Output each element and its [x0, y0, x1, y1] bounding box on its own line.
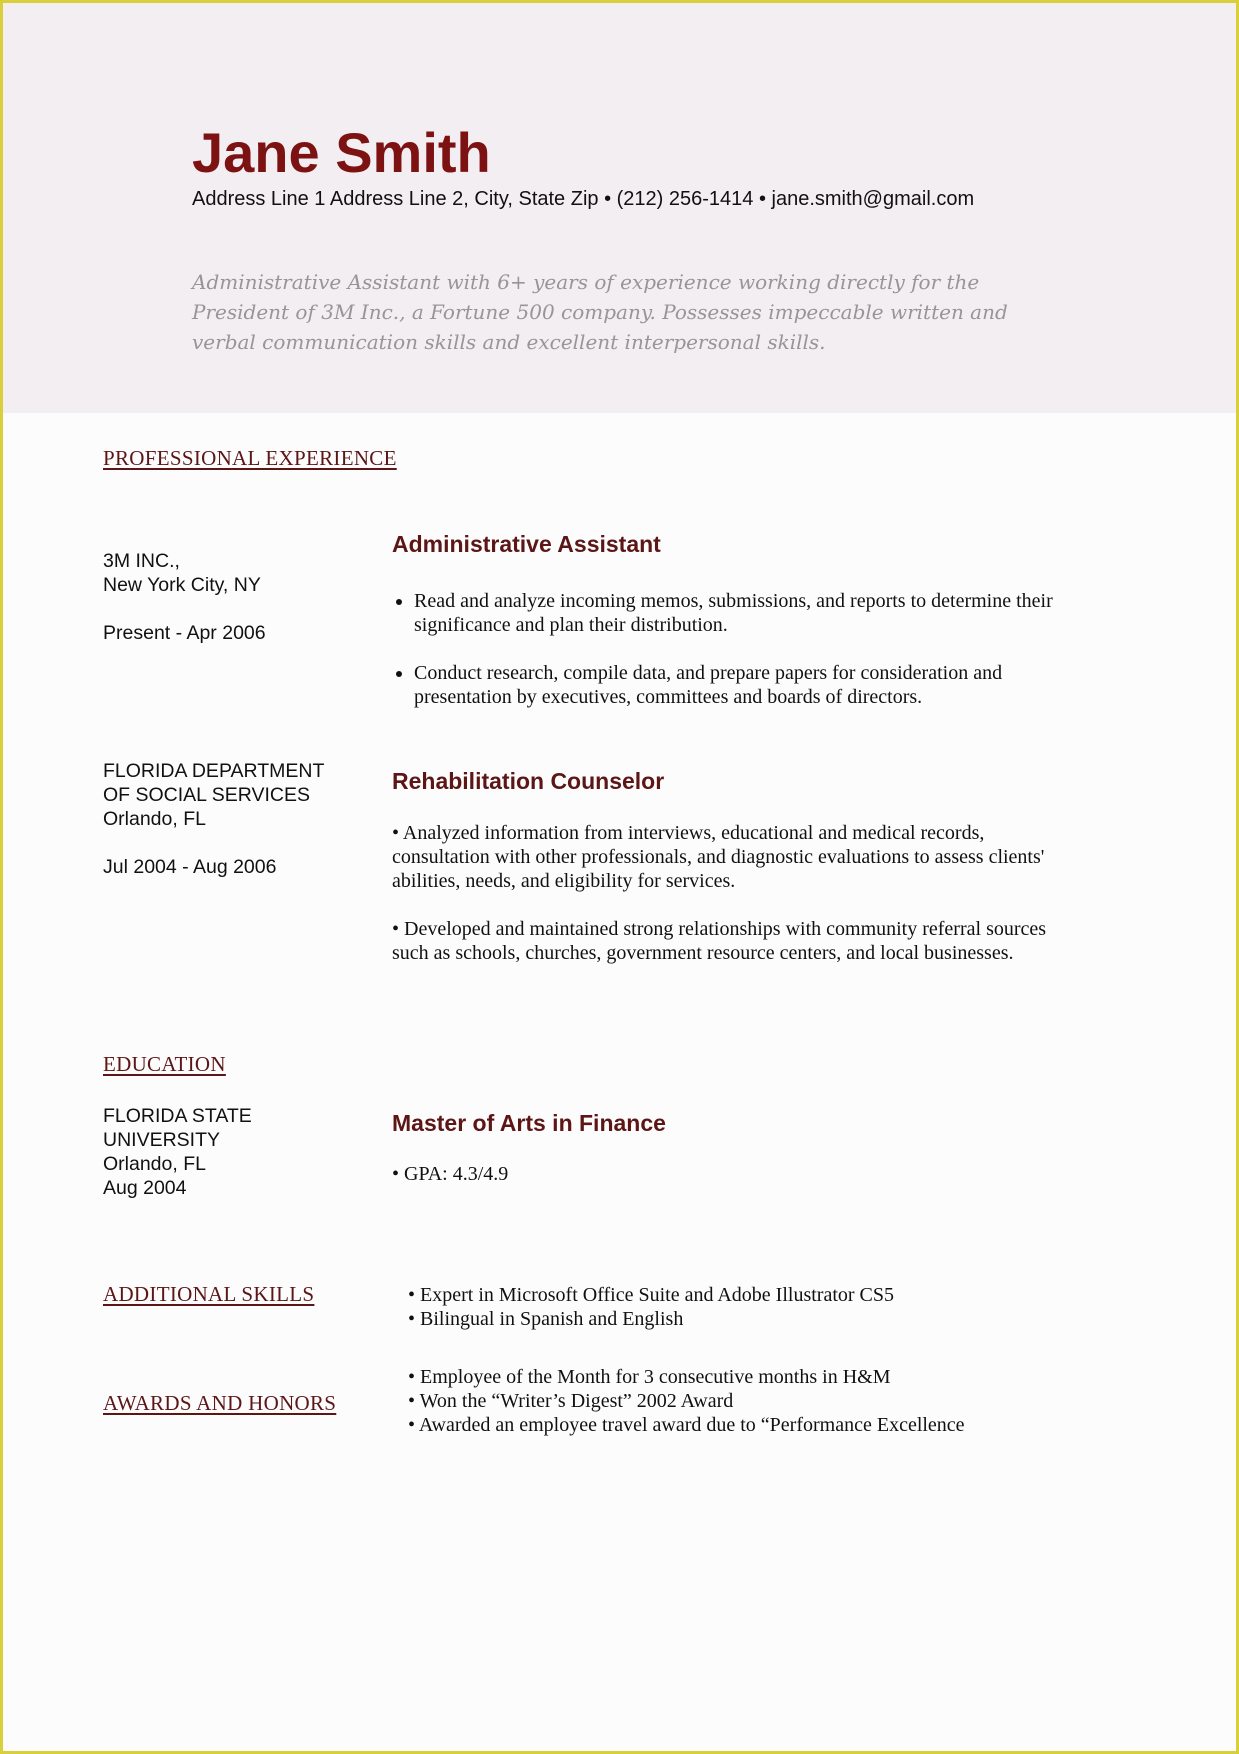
list-item: • Bilingual in Spanish and English [408, 1308, 684, 1330]
education-heading: EDUCATION [103, 1052, 226, 1076]
contact-line: Address Line 1 Address Line 2, City, State Zip • (212) 256-1414 • jane.smith@gmail.com [192, 188, 975, 210]
school-line1: FLORIDA STATE [103, 1105, 252, 1127]
list-item: • Read and analyze incoming memos, submissions, and reports to determine their significance and plan their distribution. [414, 589, 1104, 637]
skills-list [408, 1283, 1088, 1331]
resume-header [3, 3, 1236, 413]
skills-heading: ADDITIONAL SKILLS [103, 1282, 315, 1306]
list-item: • Employee of the Month for 3 consecutive months in H&M [408, 1366, 891, 1388]
degree-title: Master of Arts in Finance [392, 1110, 666, 1136]
professional-summary: Administrative Assistant with 6+ years of experience working directly for the President of 3M Inc., a Fortune 500 company. Possesses impeccable written and verbal communication skills and excellent interpersonal skills. [192, 270, 1008, 354]
job-1-title: Administrative Assistant [392, 531, 661, 557]
job-1-bullets [384, 589, 1104, 733]
job-2-meta [103, 759, 363, 879]
list-item: • Developed and maintained strong relationships with community referral sources such as schools, churches, government resource centers, and local businesses. [392, 918, 1047, 964]
candidate-name: Jane Smith [192, 121, 491, 184]
job-2-dates: Jul 2004 - Aug 2006 [103, 856, 277, 878]
job-1-dates: Present - Apr 2006 [103, 622, 266, 644]
job-2-company-line2: OF SOCIAL SERVICES [103, 784, 310, 806]
list-item: • Conduct research, compile data, and prepare papers for consideration and presentation by executives, committees and boards of directors. [414, 661, 1104, 709]
list-item: • Analyzed information from interviews, educational and medical records, consultation with other professionals, and diagnostic evaluations to assess clients' abilities, needs, and eligibility for services. [392, 822, 1045, 892]
education-details [392, 1162, 1072, 1186]
list-item: • Awarded an employee travel award due to “Performance Excellence [408, 1414, 965, 1436]
job-2-company-line1: FLORIDA DEPARTMENT [103, 760, 325, 782]
awards-heading: AWARDS AND HONORS [103, 1391, 337, 1415]
job-1-location: New York City, NY [103, 574, 261, 596]
awards-list [408, 1365, 1088, 1437]
job-2-location: Orlando, FL [103, 808, 206, 830]
education-meta [103, 1104, 363, 1200]
list-item: • Expert in Microsoft Office Suite and Adobe Illustrator CS5 [408, 1284, 894, 1306]
experience-heading: PROFESSIONAL EXPERIENCE [103, 446, 397, 470]
graduation-date: Aug 2004 [103, 1177, 187, 1199]
job-2-title: Rehabilitation Counselor [392, 768, 665, 794]
gpa-line: • GPA: 4.3/4.9 [392, 1163, 509, 1185]
job-1-meta [103, 549, 363, 645]
job-2-bullets [392, 821, 1072, 989]
school-line2: UNIVERSITY [103, 1129, 221, 1151]
school-location: Orlando, FL [103, 1153, 206, 1175]
list-item: • Won the “Writer’s Digest” 2002 Award [408, 1390, 734, 1412]
job-1-company: 3M INC., [103, 550, 180, 572]
